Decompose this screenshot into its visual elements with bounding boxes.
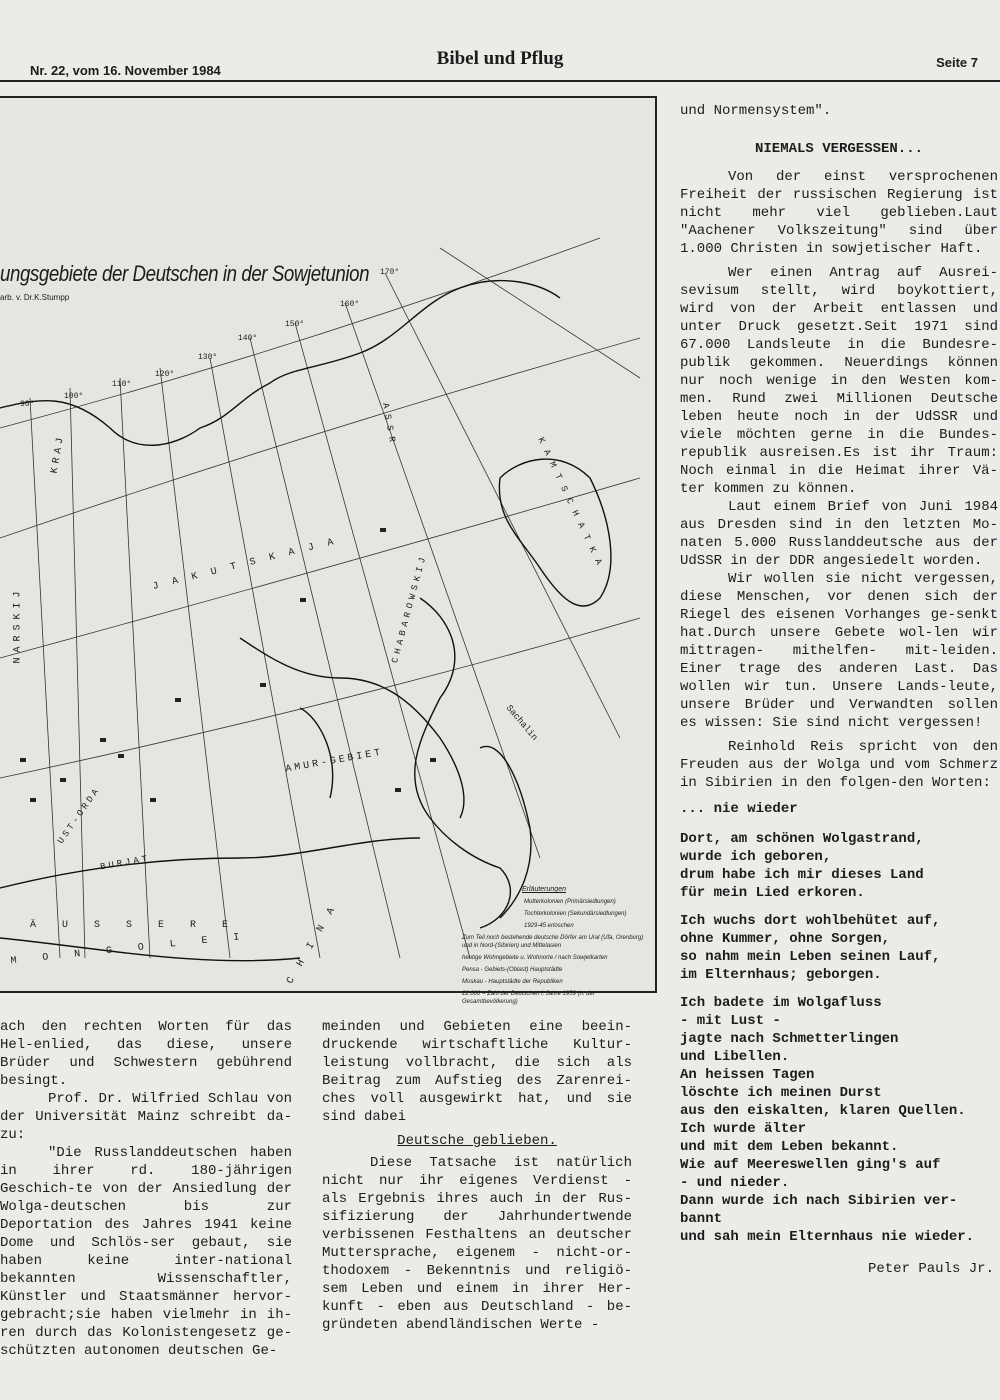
poem-line: wurde ich geboren,: [680, 849, 832, 865]
meridian-label: 90°: [20, 400, 35, 409]
region-label: CHABAROWSKIJ: [390, 552, 430, 665]
poem-stanza: [680, 830, 998, 902]
page-number: Seite 7: [936, 55, 978, 70]
column-left: [0, 1018, 292, 1360]
region-label: NARSKIJ: [12, 586, 24, 664]
issue-date: Nr. 22, vom 16. November 1984: [30, 63, 221, 78]
legend-item: Tochterkolonien (Sekundärsiedlungen): [524, 911, 627, 917]
meridian-label: 130°: [198, 353, 218, 362]
meridian-label: 170°: [380, 268, 400, 277]
poem-line: und Libellen.: [680, 1049, 790, 1065]
legend-item: Mutterkolonien (Primärsiedlungen): [524, 899, 616, 905]
paragraph: Reinhold Reis spricht von den Freuden aus der Wolga und vom Schmerz in Sibirien in den folgen-den Worten:: [680, 739, 998, 791]
poem-stanza: [680, 912, 998, 984]
map-figure: [0, 96, 657, 1005]
poem-line: für mein Lied erkoren.: [680, 885, 865, 901]
column-right: [680, 102, 998, 1278]
poem-title: ... nie wieder: [680, 801, 798, 817]
poem-line: drum habe ich mir dieses Land: [680, 867, 924, 883]
poem-line: aus den eiskalten, klaren Quellen.: [680, 1103, 966, 1119]
paragraph: meinden und Gebieten eine beein-druckende wirtschaftliche Kultur-leistung vollbracht, die sich als Beitrag zum Aufstieg des Zarenrei-ches voll ausgewirkt hat, und sie sind dabei: [322, 1019, 632, 1125]
region-label: KAMTSCHATKA: [535, 435, 607, 574]
region-label: CHINA: [285, 894, 345, 987]
paragraph: Laut einem Brief von Juni 1984 aus Dresden sind in den letzten Mo-naten 5.000 Russlanddeutsche aus der UdSSR in der DDR angesiedelt worden.: [680, 499, 998, 569]
legend-item: Moskau - Hauptstädte der Republiken: [462, 979, 563, 985]
poem-line: An heissen Tagen: [680, 1067, 815, 1083]
poem-line: im Elternhaus; geborgen.: [680, 967, 882, 983]
meridian-label: 140°: [238, 334, 258, 343]
poem-line: ohne Kummer, ohne Sorgen,: [680, 931, 891, 947]
legend-item: heutige Wohngebiete u. Wohnorte / nach Sowjetkarten: [462, 955, 608, 961]
region-label: ASSR: [380, 402, 398, 449]
poem: [680, 830, 998, 1246]
paragraph: "Die Russlanddeutschen haben in ihrer rd. 180-jährigen Geschich-te von der Ansiedlung der Wolga-deutschen bis zur Deportation des Jahres 1941 keine Dome und Schlös-ser gebaut, sie haben keine inter-national bekannten Wissenschaftler, Künstler und Staatsmänner hervor-gebracht;sie haben vielmehr in ih-ren durch das Kolonistengesetz ge-schützten autonomen deutschen Ge-: [0, 1145, 292, 1359]
poem-line: Dort, am schönen Wolgastrand,: [680, 831, 924, 847]
poem-line: so nahm mein Leben seinen Lauf,: [680, 949, 941, 965]
legend-title: Erläuterungen: [522, 886, 566, 893]
region-label: KRAJ: [49, 433, 68, 475]
article-heading: NIEMALS VERGESSEN...: [754, 141, 924, 157]
paragraph: ach den rechten Worten für das Hel-enlied, das diese, unsere Brüder und Schwestern gebührend besingt.: [0, 1019, 292, 1089]
poem-line: Ich wuchs dort wohlbehütet auf,: [680, 913, 941, 929]
lead-line: und Normensystem".: [680, 103, 832, 119]
map-legend: [462, 886, 652, 1006]
region-label: Sachalin: [503, 703, 540, 743]
region-label: ÄUSSERE: [30, 920, 255, 931]
paragraph: Wir wollen sie nicht vergessen, diese Menschen, vor denen sich der Riegel des eisenen Vorhanges ge-senkt hat.Durch unsere Gebete wol-len wir mittragen- mithelfen- mit-leiden. Einer trage des anderen Last. Das wollen wir tun. Unsere Lands-leute, unsere Brüder und Verwandten sollen es wissen: Sie sind nicht vergessen!: [680, 571, 998, 731]
paragraph: Wer einen Antrag auf Ausrei-sevisum stellt, wird boykottiert, wird von der Arbeit entlassen und unter Druck gesetzt.Seit 1971 sind 67.000 Landsleute in die Bundesre-publik gekommen. Neuerdings können nur noch wenige in den Westen kom-men. Rund zwei Millionen Deutsche leben heute noch in der UdSSR und viele möchten gerne in die Bundes-republik ausreisen.Es ist ihr Traum: Noch einmal in die Heimat ihrer Vä-ter kommen zu können.: [680, 265, 998, 497]
paragraph: Diese Tatsache ist natürlich nicht nur ihr eigenes Verdienst - als Ergebnis ihres auch in der Rus-sifizierung der Jahrhundertwende verbissenen Festhaltens an deutscher Muttersprache, eigenem - nicht-or-thodoxem - Bekenntnis und religiö-sem Leben und einem in ihrer Her-kunft - eben aus Deutschland - be-gründeten abendländischen Werte -: [322, 1155, 632, 1333]
section-heading: Deutsche geblieben.: [397, 1133, 557, 1149]
poem-line: löschte ich meinen Durst: [680, 1085, 882, 1101]
map-title: ungsgebiete der Deutschen in der Sowjetunion: [0, 261, 370, 286]
legend-item: 1929-45 erloschen: [524, 923, 574, 929]
region-label: JAKUTSKAJA: [151, 533, 349, 594]
meridian-label: 150°: [285, 320, 305, 329]
region-label: MONGOLEI: [10, 929, 266, 968]
meridian-label: 120°: [155, 370, 175, 379]
region-label: BURJAT: [99, 853, 151, 873]
poem-line: - und nieder.: [680, 1175, 790, 1191]
poem-line: und sah mein Elternhaus nie wieder.: [680, 1229, 975, 1245]
poem-line: und mit dem Leben bekannt.: [680, 1139, 899, 1155]
meridian-label: 100°: [64, 392, 84, 401]
poem-line: Dann wurde ich nach Sibirien ver-: [680, 1193, 958, 1209]
author-signature: Peter Pauls Jr.: [867, 1261, 994, 1277]
column-middle: [322, 1018, 632, 1334]
header-rule: [0, 80, 1000, 82]
legend-item: Zum Teil noch bestehende deutsche Dörfer am Ural (Ufa, Orenburg) und in Nord-(Sibirien) und Mittelasien: [462, 935, 644, 949]
poem-stanza: [680, 994, 998, 1246]
poem-line: bannt: [680, 1211, 723, 1227]
paragraph: Von der einst versprochenen Freiheit der russischen Regierung ist nicht mehr viel geblieben.Laut "Aachener Volkszeitung" sind über 1.000 Christen in sowjetischer Haft.: [680, 169, 998, 257]
poem-line: jagte nach Schmetterlingen: [680, 1031, 899, 1047]
region-label: UST-ORDA: [55, 785, 103, 846]
legend-item: 22.000 = Zahl der Deutschen i. Jahre 1959 (n. der Gesamtbevölkerung): [462, 991, 595, 1005]
legend-item: Pensa - Gebiets-(Oblast) Hauptstädte: [462, 967, 563, 973]
poem-line: Ich wurde älter: [680, 1121, 807, 1137]
meridian-label: 160°: [340, 300, 360, 309]
meridian-label: 110°: [112, 380, 132, 389]
newspaper-title: Bibel und Pflug: [436, 48, 564, 69]
poem-line: Ich badete im Wolgafluss: [680, 995, 882, 1011]
paragraph: Prof. Dr. Wilfried Schlau von der Universität Mainz schreibt da-zu:: [0, 1091, 292, 1143]
map-credit: arb. v. Dr.K.Stumpp: [0, 293, 70, 302]
poem-line: Wie auf Meereswellen ging's auf: [680, 1157, 941, 1173]
region-label: AMUR-GEBIET: [284, 747, 385, 776]
poem-line: - mit Lust -: [680, 1013, 781, 1029]
